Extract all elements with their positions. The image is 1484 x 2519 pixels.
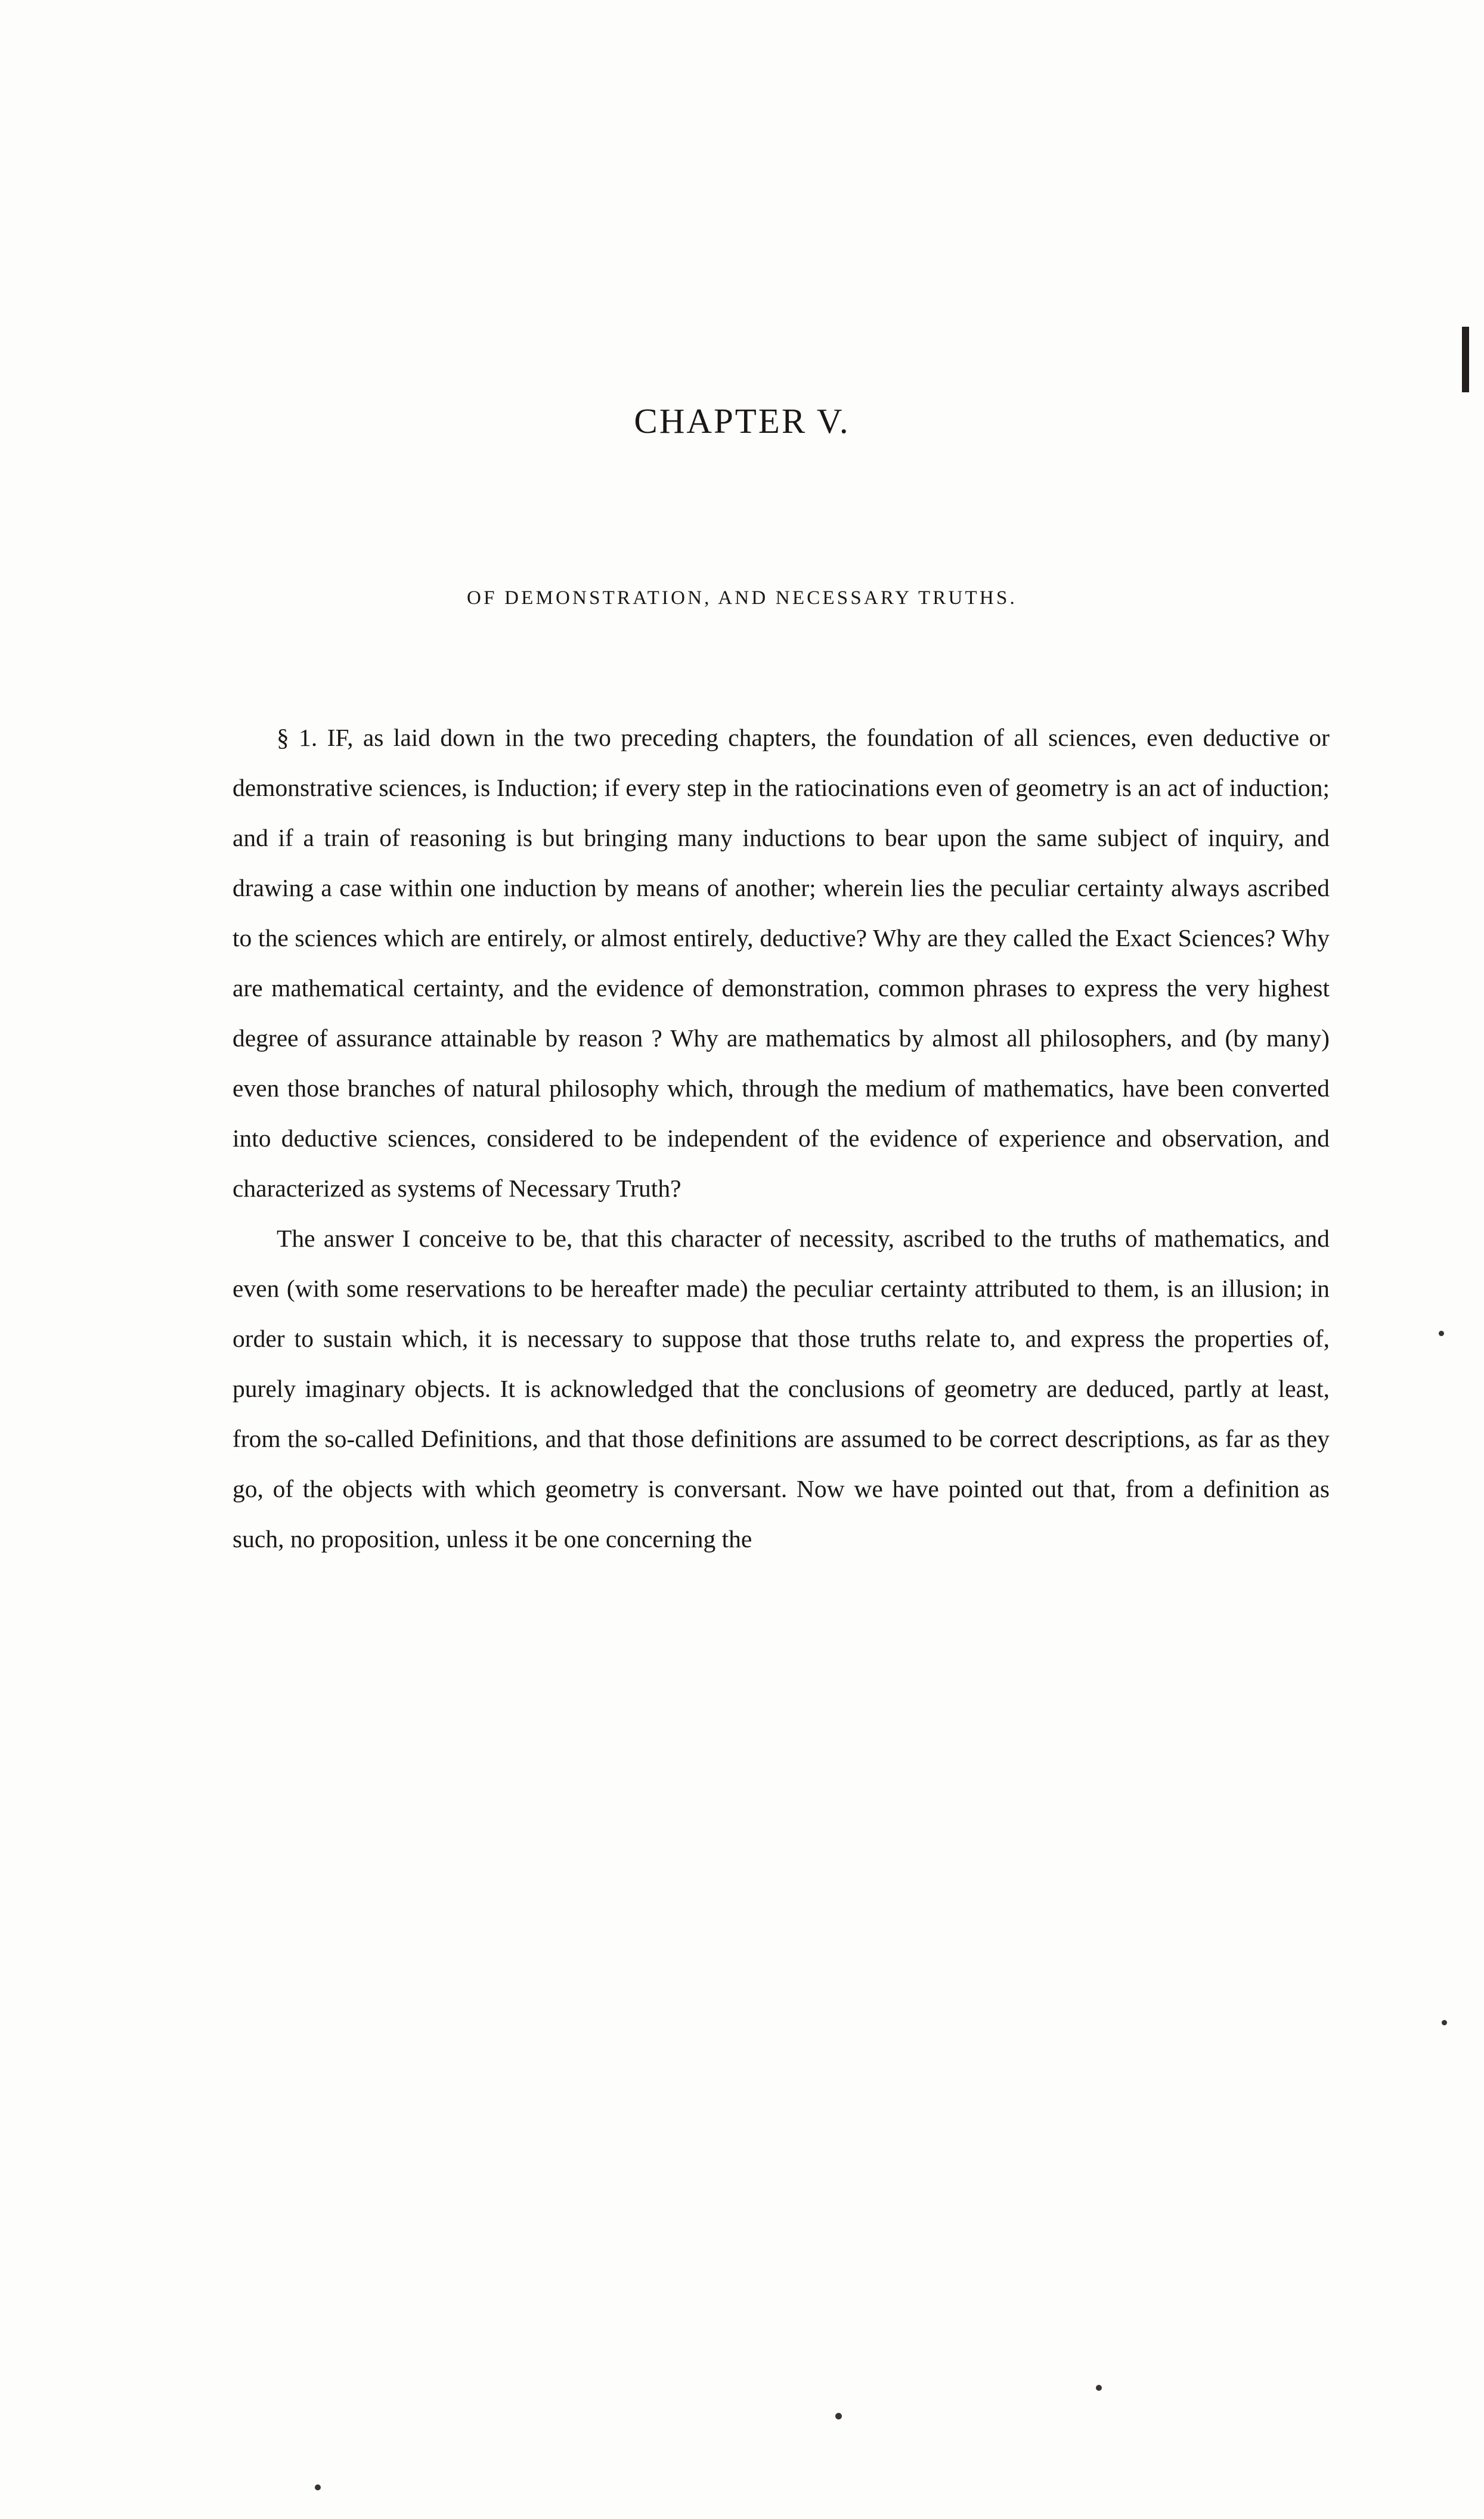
ink-speck bbox=[1442, 2020, 1447, 2025]
section-subtitle: OF DEMONSTRATION, AND NECESSARY TRUTHS. bbox=[467, 587, 1017, 609]
ink-speck bbox=[835, 2413, 842, 2419]
body-text bbox=[233, 712, 1330, 1564]
chapter-heading: CHAPTER V. bbox=[634, 401, 850, 441]
paragraph-1: § 1. IF, as laid down in the two preceding chapters, the foundation of all sciences, even deductive or demonstrative sciences, is Induction; if every step in the ratiocinations even of geometry is an act of induction; and if a train of reasoning is but bringing many inductions to bear upon the same subject of inquiry, and drawing a case within one induction by means of another; wherein lies the peculiar certainty always ascribed to the sciences which are entirely, or almost entirely, deductive? Why are they called the Exact Sciences? Why are mathematical certainty, and the evidence of demonstration, common phrases to express the very highest degree of assurance attainable by reason ? Why are mathematics by almost all philosophers, and (by many) even those branches of natural philosophy which, through the medium of mathematics, have been converted into deductive sciences, considered to be independent of the evidence of experience and observation, and characterized as systems of Necessary Truth? bbox=[233, 724, 1330, 1202]
ink-speck bbox=[315, 2484, 321, 2490]
ink-speck bbox=[1096, 2385, 1102, 2391]
paragraph-2: The answer I conceive to be, that this character of necessity, ascribed to the truths of mathematics, and even (with some reservations to be hereafter made) the peculiar certainty attributed to them, is an illusion; in order to sustain which, it is necessary to suppose that those truths relate to, and express the properties of, purely imaginary objects. It is acknowledged that the conclusions of geometry are deduced, partly at least, from the so-called Definitions, and that those definitions are assumed to be correct descriptions, as far as they go, of the objects with which geometry is conversant. Now we have pointed out that, from a definition as such, no proposition, unless it be one concerning the bbox=[233, 1225, 1330, 1553]
ink-speck bbox=[1439, 1331, 1444, 1336]
margin-mark bbox=[1462, 327, 1469, 392]
